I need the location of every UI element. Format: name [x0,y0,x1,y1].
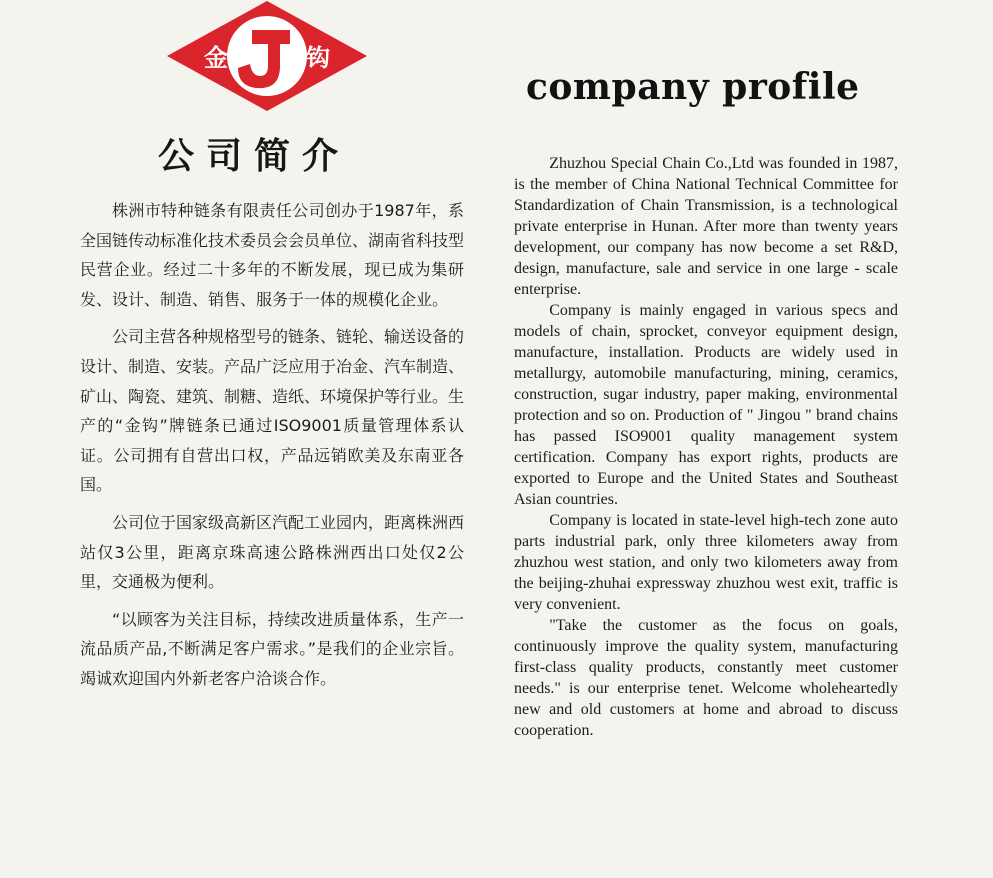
logo-char-right: 钩 [306,44,330,72]
english-paragraph: Company is mainly engaged in various specs and models of chain, sprocket, conveyor equipment design, manufacture, installation. Products are widely used in metallurgy, automobile manufacturing, mining, ceramics, construction, sugar industry, paper making, environmental protection and so on. Production of " Jingou " brand chains has passed ISO9001 quality management system certification. Company has export rights, products are exported to Europe and the United States and Southeast Asian countries. [514,302,898,508]
logo-char-left: 金 [204,44,228,72]
english-body [514,153,898,741]
english-paragraph: Company is located in state-level high-tech zone auto parts industrial park, only three kilometers away from zhuzhou west station, and only two kilometers away from the beijing-zhuhai expressway zhuzhou west exit, traffic is very convenient. [514,512,898,613]
english-paragraph: Zhuzhou Special Chain Co.,Ltd was founded in 1987, is the member of China National Technical Committee for Standardization of Chain Transmission, is a technological private enterprise in Hunan. After more than twenty years development, our company has now become a set R&D, design, manufacture, sale and service in one large - scale enterprise. [514,155,898,298]
chinese-paragraph: 株洲市特种链条有限责任公司创办于1987年，系全国链传动标准化技术委员会会员单位、湖南省科技型民营企业。经过二十多年的不断发展，现已成为集研发、设计、制造、销售、服务于一体的规模化企业。 [80,201,465,309]
company-logo [166,0,368,112]
chinese-paragraph: 公司位于国家级高新区汽配工业园内，距离株洲西站仅3公里，距离京珠高速公路株洲西出口处仅2公里，交通极为便利。 [80,512,465,592]
english-title: company profile [526,66,860,108]
english-paragraph: "Take the customer as the focus on goals, continuously improve the quality system, manufacturing first-class quality products, constantly meet customer needs." is our enterprise tenet. Welcome wholeheartedly new and old customers at home and abroad to discuss cooperation. [514,617,898,739]
chinese-title: 公司简介 [158,136,351,177]
chinese-paragraph: “以顾客为关注目标，持续改进质量体系，生产一流品质产品,不断满足客户需求。”是我们的企业宗旨。竭诚欢迎国内外新老客户洽谈合作。 [80,609,464,688]
chinese-paragraph: 公司主营各种规格型号的链条、链轮、输送设备的设计、制造、安装。产品广泛应用于冶金、汽车制造、矿山、陶瓷、建筑、制糖、造纸、环境保护等行业。生产的“金钩”牌链条已通过ISO9001质量管理体系认证。公司拥有自营出口权，产品远销欧美及东南亚各国。 [80,327,465,495]
chinese-body [80,196,464,702]
